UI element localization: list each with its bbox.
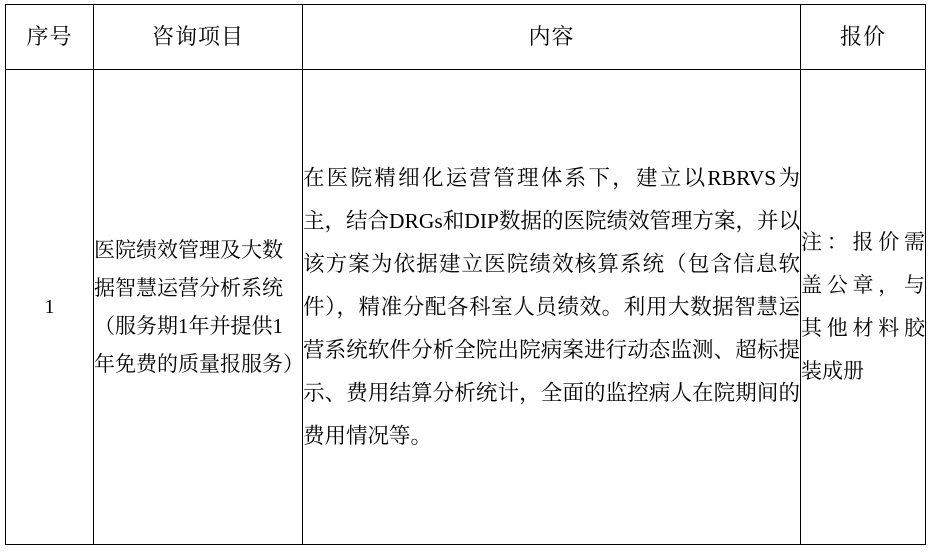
row-cell-no	[6, 70, 94, 545]
document-page	[0, 4, 928, 560]
header-label-item: 咨询项目	[151, 24, 244, 49]
header-cell-item	[94, 5, 303, 70]
quotation-table	[5, 4, 926, 545]
table-header-row	[6, 5, 926, 70]
row-price-text: 注：报价需盖公章，与其他材料胶装成册	[801, 230, 925, 383]
row-cell-price	[801, 70, 926, 545]
header-label-content: 内容	[528, 24, 575, 49]
row-cell-content	[303, 70, 801, 545]
header-label-price: 报价	[839, 24, 886, 49]
row-cell-item	[94, 70, 303, 545]
row-content-text: 在医院精细化运营管理体系下，建立以RBRVS为主，结合DRGs和DIP数据的医院绩效管理方案，并以该方案为依据建立医院绩效核算系统（包含信息软件），精准分配各科室人员绩效。利用大数据智慧运营系统软件分析全院出院病案进行动态监测、超标提示、费用结算分析统计，全面的监控病人在院期间的费用情况等。	[303, 165, 800, 448]
row-item-text: 医院绩效管理及大数据智慧运营分析系统（服务期1年并提供1年免费的质量报服务）	[94, 238, 304, 376]
row-number: 1	[44, 295, 55, 318]
header-cell-price	[801, 5, 926, 70]
header-cell-no	[6, 5, 94, 70]
table-row	[6, 70, 926, 545]
header-label-no: 序号	[26, 24, 73, 49]
header-cell-content	[303, 5, 801, 70]
